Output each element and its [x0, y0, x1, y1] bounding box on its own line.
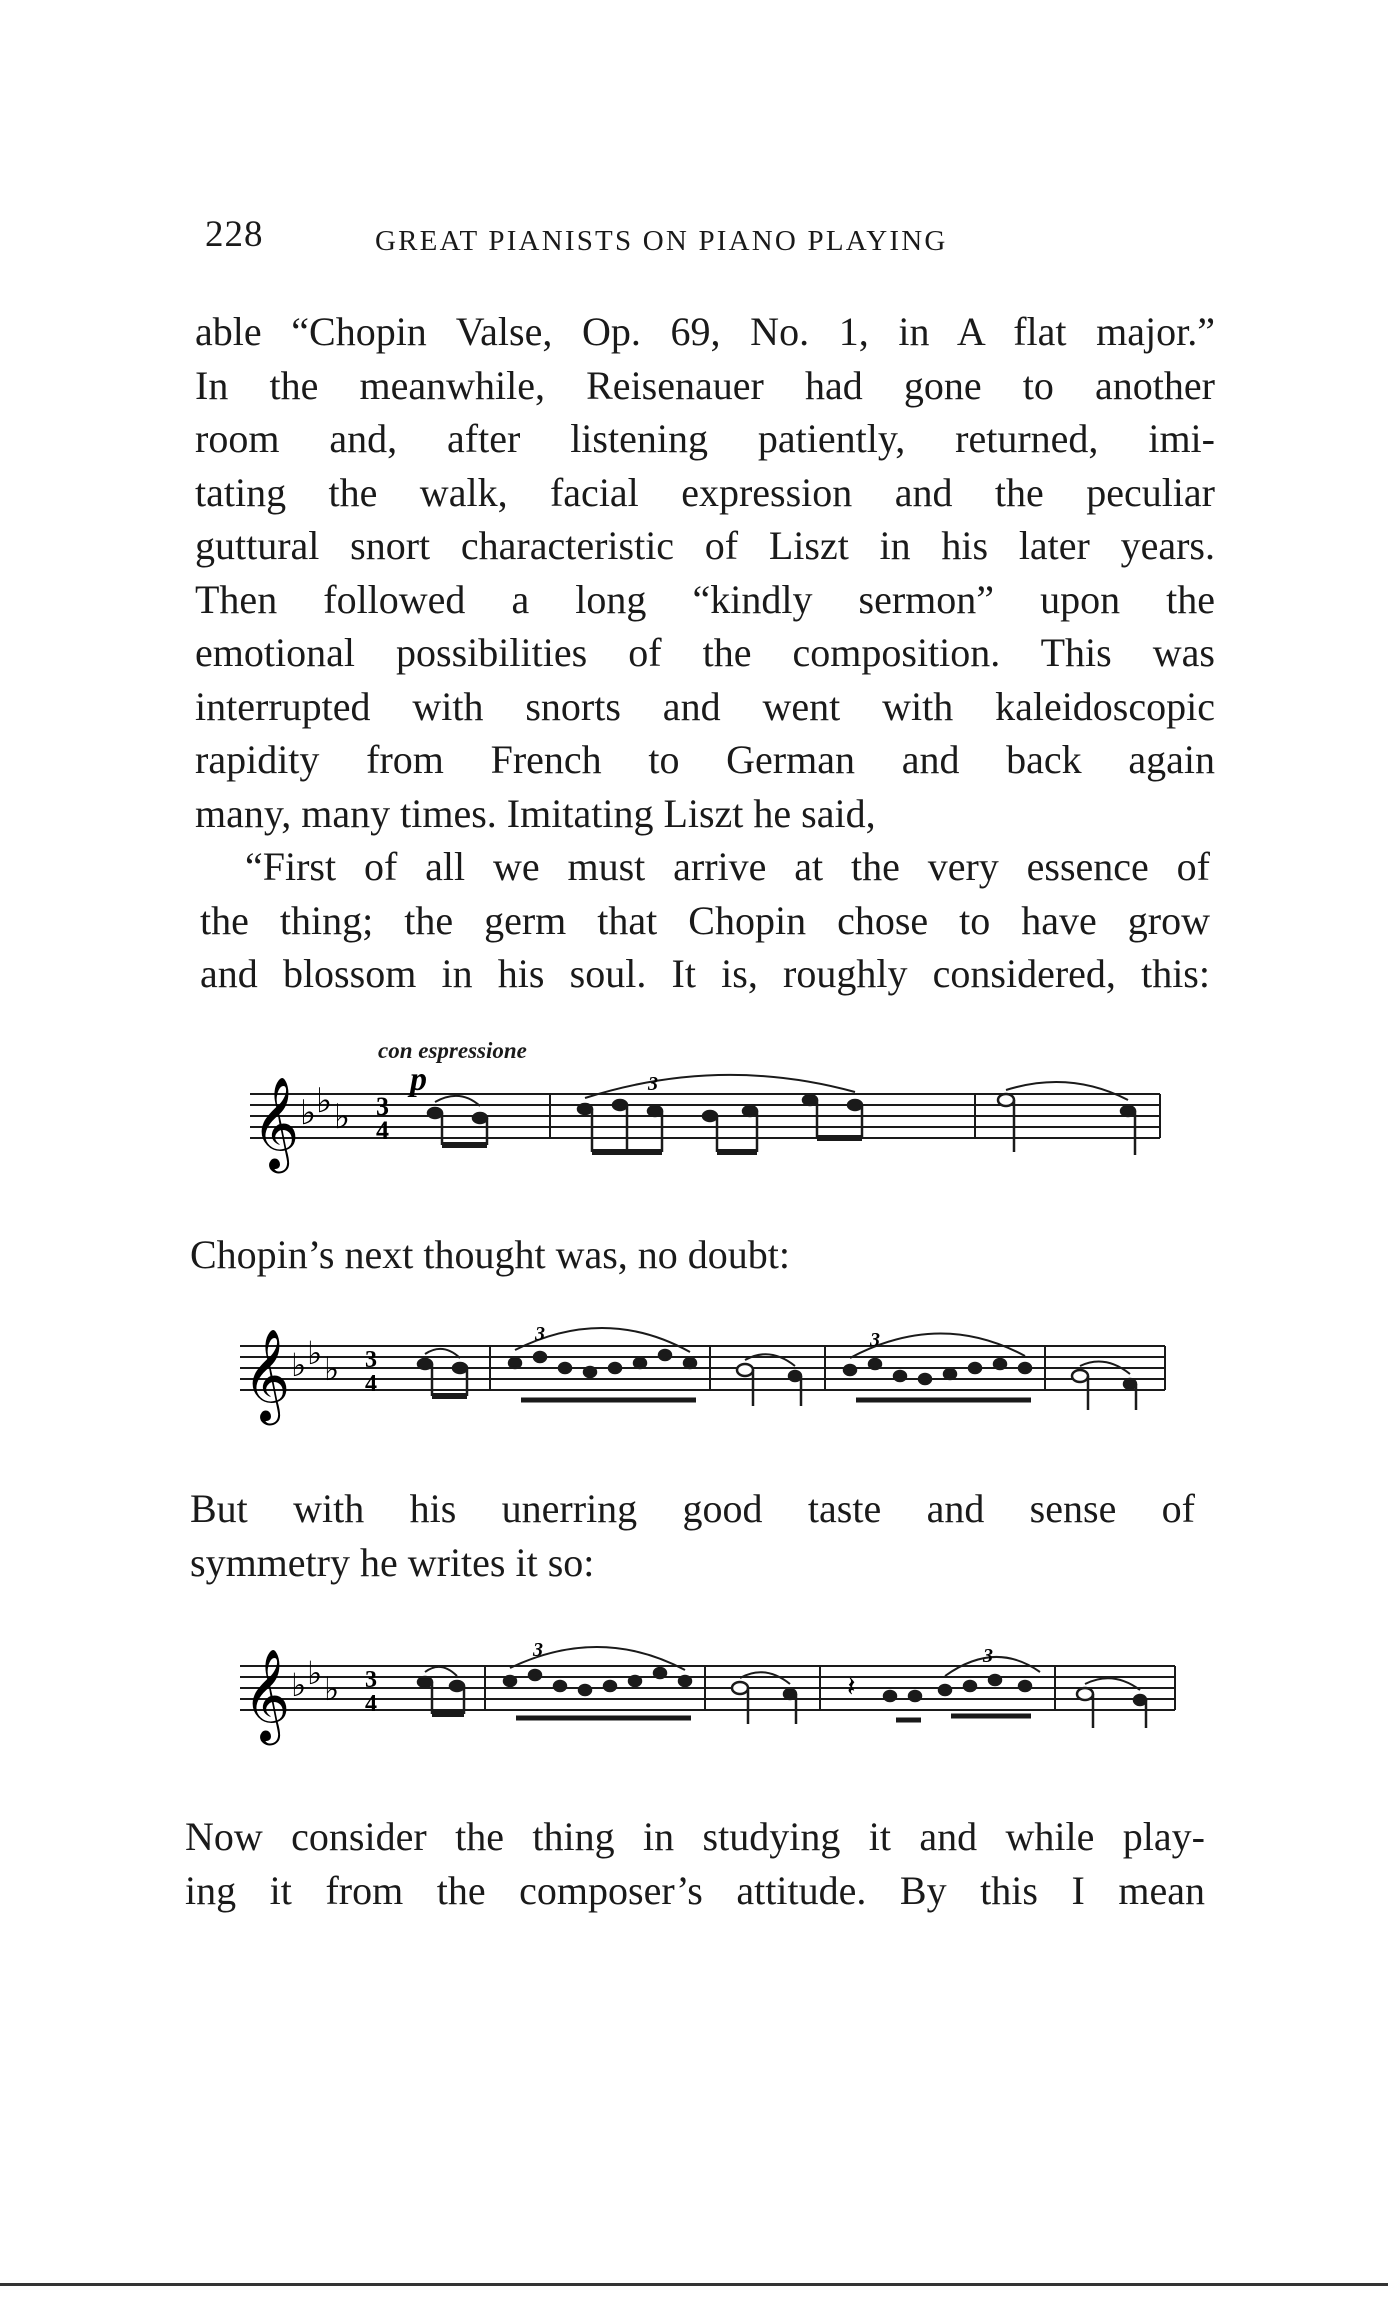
paragraph-5	[185, 1810, 1205, 1917]
tuplet-number: 3	[533, 1639, 543, 1661]
tuplet-number: 3	[648, 1073, 658, 1095]
treble-clef-icon: 𝄞	[252, 1076, 300, 1169]
tuplet-number: 3	[535, 1323, 545, 1345]
text-line: emotional possibilities of the composition. This was	[195, 630, 1215, 675]
text-line: ing it from the composer’s attitude. By this I mean	[185, 1867, 1205, 1913]
flat-icon: ♭	[324, 1350, 340, 1388]
text-line: room and, after listening patiently, returned, imi-	[195, 416, 1215, 461]
text-line: Now consider the thing in studying it and while play-	[185, 1814, 1205, 1859]
time-sig-top: 3	[365, 1347, 377, 1373]
flat-icon: ♭	[316, 1081, 333, 1121]
page-number: 228	[205, 214, 264, 255]
flat-icon: ♭	[291, 1346, 307, 1384]
text-line: guttural snort characteristic of Liszt in his later years.	[195, 523, 1215, 568]
paragraph-4	[190, 1482, 1195, 1589]
tuplet-number: 3	[983, 1645, 993, 1667]
staff-svg	[235, 1630, 1185, 1750]
text-line: tating the walk, facial expression and the peculiar	[195, 469, 1215, 515]
staff-svg	[235, 1310, 1175, 1430]
time-sig-bottom: 4	[365, 1691, 377, 1717]
page-header	[205, 213, 1215, 263]
text-line: Then followed a long “kindly sermon” upon the	[195, 576, 1215, 622]
flat-icon: ♭	[307, 1334, 323, 1372]
running-title: GREAT PIANISTS ON PIANO PLAYING	[375, 225, 948, 257]
text-line: many, many times. Imitating Liszt he said,	[195, 790, 876, 836]
flat-icon: ♭	[291, 1666, 307, 1704]
text-line: “First of all we must arrive at the very essence of	[245, 844, 1210, 889]
text-line: Chopin’s next thought was, no doubt:	[190, 1232, 790, 1277]
paragraph-3	[190, 1228, 1210, 1282]
expression-marking: con espressione	[378, 1038, 527, 1063]
text-line: the thing; the germ that Chopin chose to have grow	[200, 897, 1210, 943]
tuplet-number: 3	[870, 1329, 880, 1351]
flat-icon: ♭	[307, 1654, 323, 1692]
music-example-1	[240, 1060, 1170, 1180]
time-sig-bottom: 4	[365, 1371, 377, 1397]
music-example-2	[235, 1310, 1175, 1430]
treble-clef-icon: 𝄞	[243, 1328, 291, 1421]
flat-icon: ♭	[300, 1093, 317, 1133]
text-line: symmetry he writes it so:	[190, 1539, 595, 1585]
text-line: and blossom in his soul. It is, roughly considered, this:	[200, 951, 1210, 996]
time-sig-top: 3	[376, 1092, 389, 1121]
treble-clef-icon: 𝄞	[243, 1648, 291, 1741]
dynamic-marking: p	[410, 1061, 427, 1098]
text-line: able “Chopin Valse, Op. 69, No. 1, in A flat major.”	[195, 309, 1215, 354]
paragraph-2	[200, 840, 1210, 1001]
time-sig-top: 3	[365, 1667, 377, 1693]
staff-svg	[240, 1060, 1170, 1180]
text-line: interrupted with snorts and went with kaleidoscopic	[195, 683, 1215, 729]
quarter-rest-icon: 𝄽	[847, 1670, 856, 1703]
flat-icon: ♭	[324, 1670, 340, 1708]
text-line: But with his unerring good taste and sense of	[190, 1486, 1195, 1531]
music-example-3	[235, 1630, 1185, 1750]
flat-icon: ♭	[334, 1097, 351, 1137]
text-line: rapidity from French to German and back again	[195, 737, 1215, 782]
text-line: In the meanwhile, Reisenauer had gone to another	[195, 362, 1215, 408]
paragraph-1	[195, 305, 1215, 840]
page-edge-rule	[0, 2283, 1388, 2286]
time-sig-bottom: 4	[376, 1116, 389, 1145]
